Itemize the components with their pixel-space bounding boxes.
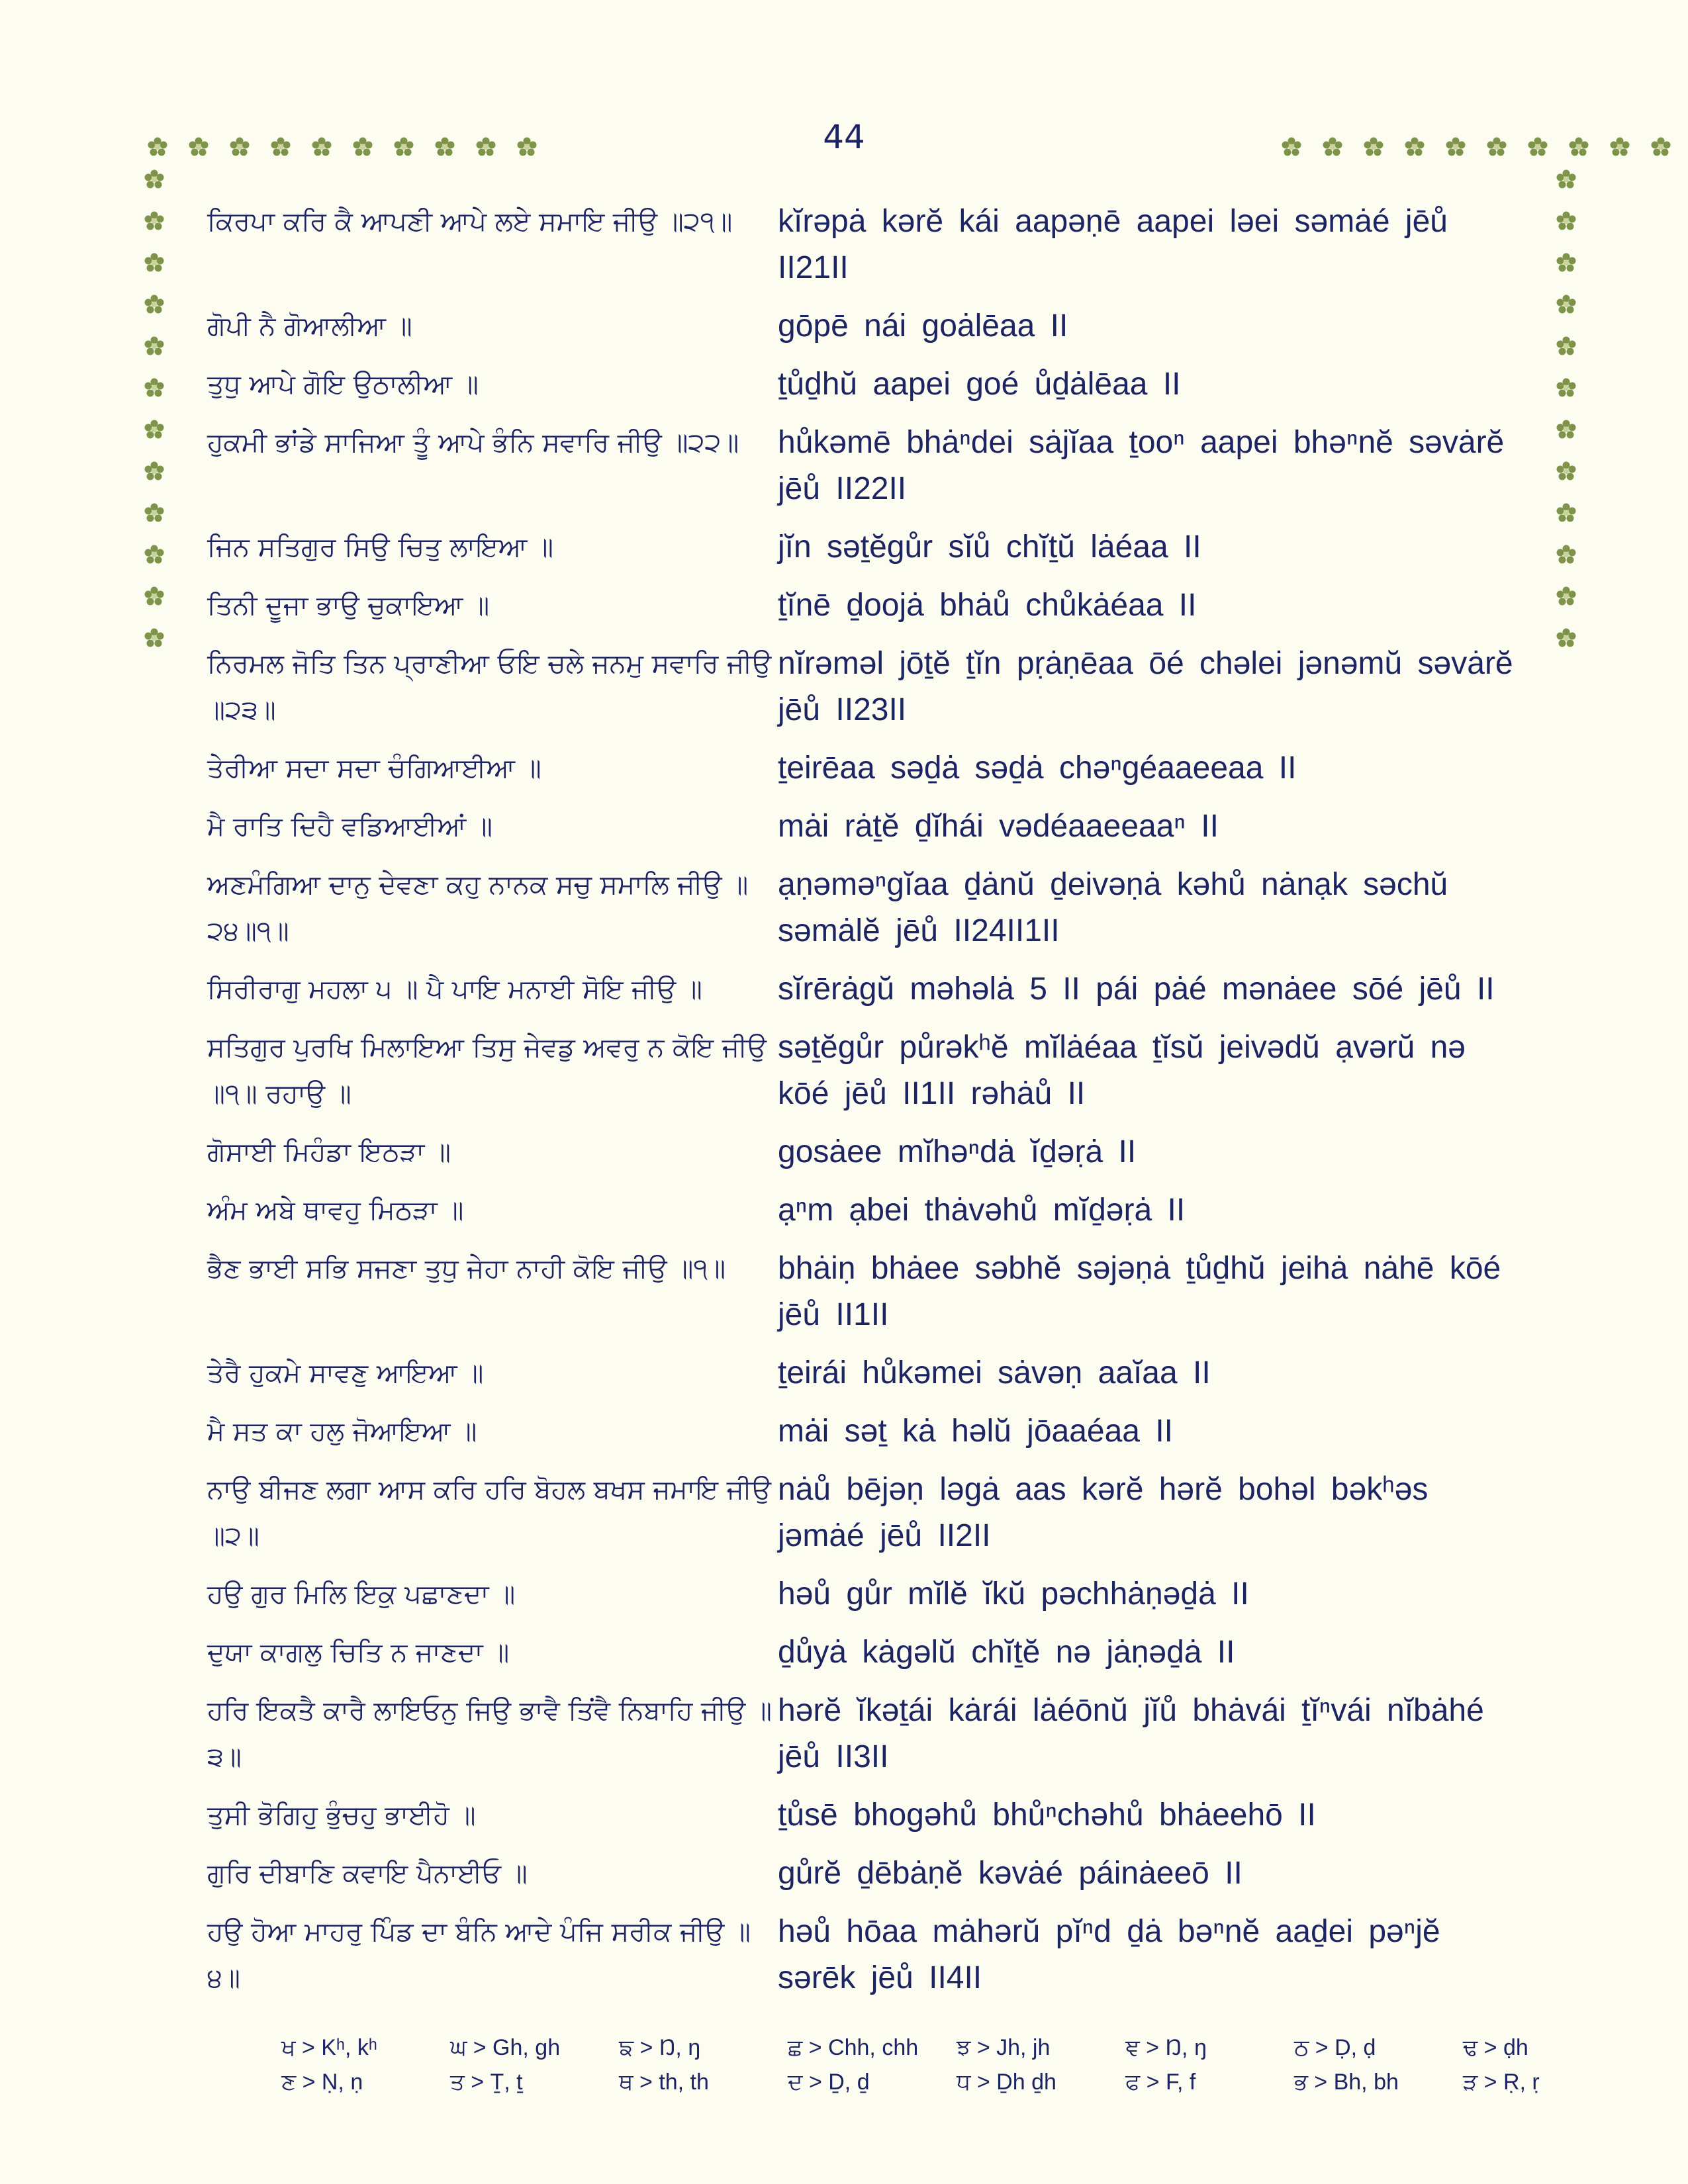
gurmukhi-text: ਅੰਮ ਅਬੇ ਥਾਵਹੁ ਮਿਠੜਾ ॥ — [207, 1195, 464, 1226]
flower-icon — [1556, 336, 1577, 357]
legend-item: ਣ > Ṇ, ṇ — [281, 2070, 363, 2095]
gurmukhi-text: ਤੁਸੀ ਭੋਗਿਹੁ ਭੁੰਚਹੁ ਭਾਈਹੋ ॥ — [207, 1800, 476, 1831]
transliteration-text: ạṇəməⁿgĭaa ḏȧnŭ ḏeivəṇȧ kəhů nȧnạk səchŭ səmȧlĕ jēů II24II1II — [778, 867, 1448, 948]
flower-icon — [144, 210, 165, 232]
transliteration-text: həů hōaa mȧhərŭ pĭⁿd ḏȧ bəⁿnĕ aaḏei pəⁿjĕ sərēk jēů II4II — [778, 1914, 1440, 1995]
flower-icon — [1556, 544, 1577, 565]
verse-row — [207, 524, 1531, 570]
gurmukhi-text: ਤਿਨੀ ਦੂਜਾ ਭਾਉ ਚੁਕਾਇਆ ॥ — [207, 590, 490, 621]
verse-table — [207, 199, 1531, 2013]
flower-icon — [1363, 136, 1384, 158]
flower-icon — [229, 136, 250, 158]
gurmukhi-text: ਮੈ ਸਤ ਕਾ ਹਲੁ ਜੋਆਇਆ ॥ — [207, 1416, 477, 1447]
verse-row — [207, 966, 1531, 1013]
gurmukhi-text: ਗੋਸਾਈ ਮਿਹੰਡਾ ਇਠੜਾ ॥ — [207, 1137, 451, 1167]
legend-item: ਠ > Ḍ, ḍ — [1294, 2035, 1376, 2060]
flower-icon — [1527, 136, 1548, 158]
verse-row — [207, 1408, 1531, 1455]
transliteration-text: ṯeirēaa səḏȧ səḏȧ chəⁿgéaaeeaa II — [778, 751, 1297, 786]
transliteration-text: kĭrəpȧ kərĕ kái aapəṇē aapei ləei səmȧé jēů II21II — [778, 204, 1448, 285]
transliteration-text: həů gůr mĭlĕ ĭkŭ pəchhȧṇəḏȧ II — [778, 1576, 1249, 1612]
flower-icon — [1556, 461, 1577, 482]
flower-icon — [393, 136, 414, 158]
legend-item: ਖ > Kʰ, kʰ — [281, 2035, 377, 2060]
flower-icon — [1556, 294, 1577, 315]
verse-row — [207, 361, 1531, 408]
verse-row — [207, 641, 1531, 733]
gurmukhi-text: ਅਣਮੰਗਿਆ ਦਾਨੁ ਦੇਵਣਾ ਕਹੁ ਨਾਨਕ ਸਚੁ ਸਮਾਲਿ ਜੀਉ ॥੨੪॥੧॥ — [207, 870, 749, 946]
gurmukhi-text: ਦੁਯਾ ਕਾਗਲੁ ਚਿਤਿ ਨ ਜਾਣਦਾ ॥ — [207, 1637, 510, 1668]
legend-item: ਛ > Chh, chh — [788, 2035, 919, 2060]
transliteration-text: gosȧee mĭhəⁿdȧ ĭḏəṛȧ II — [778, 1134, 1137, 1169]
flower-icon — [1568, 136, 1589, 158]
flower-icon — [1556, 502, 1577, 523]
flower-icon — [144, 627, 165, 649]
verse-row — [207, 1350, 1531, 1396]
flower-icon — [144, 419, 165, 440]
transliteration-text: ṯůsē bhogəhů bhůⁿchəhů bhȧeehō II — [778, 1797, 1316, 1833]
legend-item: ਥ > th, th — [619, 2070, 709, 2095]
gurmukhi-text: ਸਤਿਗੁਰ ਪੁਰਖਿ ਮਿਲਾਇਆ ਤਿਸੁ ਜੇਵਡੁ ਅਵਰੁ ਨ ਕੋਇ ਜੀਉ ॥੧॥ ਰਹਾਉ ॥ — [207, 1032, 767, 1109]
flower-icon — [311, 136, 332, 158]
flower-icon — [1609, 136, 1630, 158]
flower-icon — [1486, 136, 1507, 158]
verse-row — [207, 303, 1531, 349]
ornament-right-column — [1556, 169, 1577, 669]
gurmukhi-text: ਤੇਰੈ ਹੁਕਮੇ ਸਾਵਣੁ ਆਇਆ ॥ — [207, 1358, 484, 1388]
flower-icon — [516, 136, 538, 158]
legend-item: ਞ > Ŋ, ŋ — [1125, 2035, 1207, 2060]
flower-icon — [1556, 377, 1577, 398]
gurmukhi-text: ਨਿਰਮਲ ਜੋਤਿ ਤਿਨ ਪ੍ਰਾਣੀਆ ਓਇ ਚਲੇ ਜਨਮੁ ਸਵਾਰਿ ਜੀਉ ॥੨੩॥ — [207, 649, 772, 725]
transliteration-text: gůrĕ ḏēbȧṇĕ kəvȧé páinȧeeō II — [778, 1856, 1243, 1891]
gurmukhi-text: ਹਉ ਗੁਰ ਮਿਲਿ ਇਕੁ ਪਛਾਣਦਾ ॥ — [207, 1579, 516, 1610]
flower-icon — [1556, 586, 1577, 607]
flower-icon — [144, 377, 165, 398]
legend-item: ਦ > Ḏ, ḏ — [788, 2070, 870, 2095]
verse-row — [207, 1792, 1531, 1839]
verse-row — [207, 1909, 1531, 2001]
page-number: 44 — [823, 118, 865, 156]
transliteration-text: hůkəmē bhȧⁿdei sȧjĭaa ṯooⁿ aapei bhəⁿnĕ səvȧrĕ jēů II22II — [778, 425, 1505, 506]
verse-row — [207, 1629, 1531, 1676]
transliteration-text: mȧi rȧṯĕ ḏĭhái vədéaaeeaaⁿ II — [778, 809, 1219, 844]
flower-icon — [144, 294, 165, 315]
gurmukhi-text: ਹਉ ਹੋਆ ਮਾਹਰੁ ਪਿੰਡ ਦਾ ਬੰਨਿ ਆਦੇ ਪੰਜਿ ਸਰੀਕ ਜੀਉ ॥੪॥ — [207, 1917, 751, 1993]
legend-item: ਭ > Bh, bh — [1294, 2070, 1399, 2095]
gurmukhi-text: ਕਿਰਪਾ ਕਰਿ ਕੈ ਆਪਣੀ ਆਪੇ ਲਏ ਸਮਾਇ ਜੀਉ ॥੨੧॥ — [207, 206, 733, 237]
ornament-top-left — [147, 136, 557, 158]
ornament-left-column — [144, 169, 165, 669]
gurmukhi-text: ਹੁਕਮੀ ਭਾਂਡੇ ਸਾਜਿਆ ਤੂੰ ਆਪੇ ਭੰਨਿ ਸਵਾਰਿ ਜੀਉ ॥੨੨॥ — [207, 428, 739, 458]
transliteration-legend — [281, 2030, 1632, 2099]
gurmukhi-text: ਜਿਨ ਸਤਿਗੁਰ ਸਿਉ ਚਿਤੁ ਲਾਇਆ ॥ — [207, 532, 553, 563]
flower-icon — [1556, 252, 1577, 273]
verse-row — [207, 1246, 1531, 1338]
flower-icon — [144, 461, 165, 482]
flower-icon — [270, 136, 291, 158]
verse-row — [207, 1571, 1531, 1617]
transliteration-text: ṯĭnē ḏoojȧ bhȧů chůkȧéaa II — [778, 588, 1197, 623]
flower-icon — [144, 336, 165, 357]
flower-icon — [1404, 136, 1425, 158]
gurmukhi-text: ਤੁਧੁ ਆਪੇ ਗੋਇ ਉਠਾਲੀਆ ॥ — [207, 369, 479, 400]
flower-icon — [1281, 136, 1302, 158]
transliteration-text: ṯeirái hůkəmei sȧvəṇ aaĭaa II — [778, 1355, 1211, 1390]
gurmukhi-text: ਭੈਣ ਭਾਈ ਸਭਿ ਸਜਣਾ ਤੁਧੁ ਜੇਹਾ ਨਾਹੀ ਕੋਇ ਜੀਉ ॥੧॥ — [207, 1253, 726, 1284]
gurmukhi-text: ਮੈ ਰਾਤਿ ਦਿਹੈ ਵਡਿਆਈਆਂ ॥ — [207, 811, 492, 842]
flower-icon — [475, 136, 496, 158]
transliteration-text: ḏůyȧ kȧgəlŭ chĭṯĕ nə jȧṇəḏȧ II — [778, 1635, 1235, 1670]
flower-icon — [144, 169, 165, 190]
transliteration-text: mȧi səṯ kȧ həlŭ jōaaéaa II — [778, 1414, 1174, 1449]
flower-icon — [144, 252, 165, 273]
gurmukhi-text: ਗੁਰਿ ਦੀਬਾਣਿ ਕਵਾਇ ਪੈਨਾਈਓ ॥ — [207, 1858, 528, 1889]
transliteration-text: nĭrəməl jōṯĕ ṯĭn pṛȧṇēaa ōé chəlei jənəmŭ səvȧrĕ jēů II23II — [778, 646, 1513, 727]
verse-row — [207, 1024, 1531, 1117]
legend-row — [281, 2065, 1632, 2099]
legend-item: ਙ > Ŋ, ŋ — [619, 2035, 701, 2060]
flower-icon — [144, 502, 165, 523]
verse-row — [207, 1129, 1531, 1175]
verse-row — [207, 420, 1531, 512]
gurmukhi-text: ਤੇਰੀਆ ਸਦਾ ਸਦਾ ਚੰਗਿਆਈਆ ॥ — [207, 753, 541, 784]
transliteration-text: bhȧiṇ bhȧee səbhĕ səjəṇȧ ṯůḏhŭ jeihȧ nȧhē kōé jēů II1II — [778, 1251, 1501, 1332]
transliteration-text: ṯůḏhŭ aapei goé ůḏȧlēaa II — [778, 367, 1181, 402]
flower-icon — [1445, 136, 1466, 158]
flower-icon — [434, 136, 455, 158]
legend-item: ਝ > Jh, jh — [957, 2035, 1051, 2060]
verse-row — [207, 1187, 1531, 1234]
flower-icon — [1556, 627, 1577, 649]
legend-item: ਫ > F, f — [1125, 2070, 1196, 2095]
verse-row — [207, 1850, 1531, 1897]
flower-icon — [188, 136, 209, 158]
transliteration-text: gōpē nái goȧlēaa II — [778, 308, 1068, 343]
legend-item: ਧ > Ḏh ḏh — [957, 2070, 1056, 2095]
transliteration-text: jĭn səṯĕgůr sĭů chĭṯŭ lȧéaa II — [778, 529, 1201, 565]
flower-icon — [1322, 136, 1343, 158]
flower-icon — [1556, 169, 1577, 190]
legend-item: ੜ > Ṛ, ṛ — [1463, 2070, 1540, 2095]
legend-item: ਢ > ḍh — [1463, 2035, 1528, 2060]
verse-row — [207, 803, 1531, 850]
verse-row — [207, 745, 1531, 792]
legend-item: ਘ > Gh, gh — [450, 2035, 561, 2060]
transliteration-text: hərĕ ĭkəṯái kȧrái lȧéōnŭ jĭů bhȧvái ṯĭⁿvái nĭbȧhé jēů II3II — [778, 1693, 1484, 1774]
verse-row — [207, 1467, 1531, 1559]
verse-row — [207, 1688, 1531, 1780]
flower-icon — [1650, 136, 1671, 158]
flower-icon — [147, 136, 168, 158]
transliteration-text: səṯĕgůr půrəkʰĕ mĭlȧéaa ṯĭsŭ jeivədŭ ạvərŭ nə kōé jēů II1II rəhȧů II — [778, 1030, 1466, 1111]
flower-icon — [1556, 210, 1577, 232]
gurmukhi-text: ਹਰਿ ਇਕਤੈ ਕਾਰੈ ਲਾਇਓਨੁ ਜਿਉ ਭਾਵੈ ਤਿਂਵੈ ਨਿਬਾਹਿ ਜੀਉ ॥੩॥ — [207, 1696, 772, 1772]
legend-item: ਤ > Ṯ, ṯ — [450, 2070, 523, 2095]
legend-row — [281, 2030, 1632, 2065]
flower-icon — [144, 586, 165, 607]
gurmukhi-text: ਸਿਰੀਰਾਗੁ ਮਹਲਾ ੫ ॥ ਪੈ ਪਾਇ ਮਨਾਈ ਸੋਇ ਜੀਉ ॥ — [207, 974, 702, 1005]
flower-icon — [144, 544, 165, 565]
transliteration-text: ạⁿm ạbei thȧvəhů mĭḏəṛȧ II — [778, 1193, 1186, 1228]
flower-icon — [1556, 419, 1577, 440]
transliteration-text: nȧů bējəṇ ləgȧ aas kərĕ hərĕ bohəl bəkʰəs jəmȧé jēů II2II — [778, 1472, 1429, 1553]
ornament-top-right — [1281, 136, 1688, 158]
verse-row — [207, 199, 1531, 291]
gurmukhi-text: ਨਾਉ ਬੀਜਣ ਲਗਾ ਆਸ ਕਰਿ ਹਰਿ ਬੋਹਲ ਬਖਸ ਜਮਾਇ ਜੀਉ ॥੨॥ — [207, 1475, 771, 1551]
gurmukhi-text: ਗੋਪੀ ਨੈ ਗੋਆਲੀਆ ॥ — [207, 311, 412, 341]
verse-row — [207, 862, 1531, 954]
verse-row — [207, 582, 1531, 629]
flower-icon — [352, 136, 373, 158]
transliteration-text: sĭrērȧgŭ məhəlȧ 5 II pái pȧé mənȧee sōé jēů II — [778, 972, 1495, 1007]
